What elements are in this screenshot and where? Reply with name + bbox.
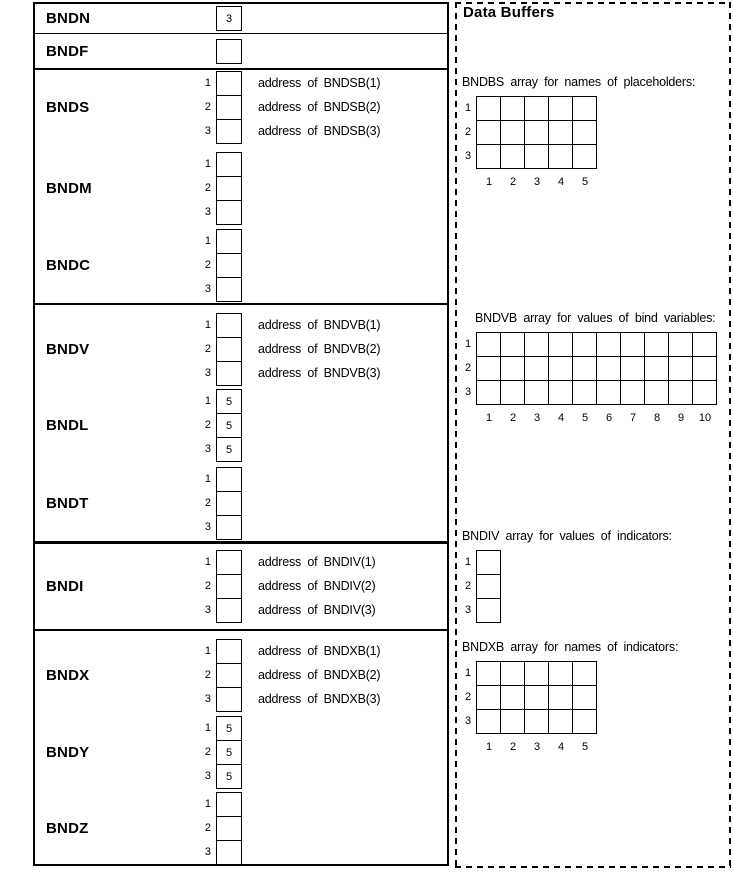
- grid-wrap: [462, 96, 695, 169]
- memory-cell: [216, 119, 242, 144]
- grid-cell: [621, 333, 645, 357]
- grid-row-labels: [462, 550, 474, 623]
- buffer-array-bndbs: [462, 74, 695, 188]
- buffer-title: BNDIV array for values of indicators:: [462, 529, 672, 543]
- grid-row-labels: [462, 332, 474, 405]
- cell-stack: [216, 467, 242, 540]
- memory-cell: [216, 515, 242, 540]
- grid-cell: [525, 97, 549, 121]
- cell-index-label: 1: [204, 319, 211, 331]
- memory-cell: 5: [216, 716, 242, 741]
- cell-stack: [216, 313, 242, 386]
- grid-col-label: 3: [533, 176, 541, 188]
- grid-cell: [645, 357, 669, 381]
- memory-cell: [216, 639, 242, 664]
- cell-index-label: 2: [204, 669, 211, 681]
- grid-cell: [549, 145, 573, 169]
- grid-cell: [573, 710, 597, 734]
- grid-col-labels: [477, 741, 678, 753]
- grid-cell: [549, 97, 573, 121]
- memory-cell: [216, 550, 242, 575]
- cell-index-label: 2: [204, 419, 211, 431]
- cell-address-note: address of BNDSB(2): [258, 100, 381, 114]
- buffer-title: BNDVB array for values of bind variables:: [475, 311, 716, 325]
- grid-row-label: 3: [464, 604, 472, 616]
- section-divider: [35, 68, 447, 70]
- grid-cell: [645, 333, 669, 357]
- grid-cell: [549, 710, 573, 734]
- memory-cell: [216, 816, 242, 841]
- memory-cell: [216, 313, 242, 338]
- memory-cell: [216, 176, 242, 201]
- grid-cell: [501, 121, 525, 145]
- grid-row-label: 1: [464, 102, 472, 114]
- grid-col-label: 5: [581, 412, 589, 424]
- cell-address-note: address of BNDIV(3): [258, 603, 376, 617]
- cell-address-note: address of BNDXB(1): [258, 644, 381, 658]
- grid-cell: [597, 357, 621, 381]
- memory-cell: [216, 39, 242, 64]
- grid-col-label: 6: [605, 412, 613, 424]
- grid-cell: [477, 381, 501, 405]
- grid-row-label: 1: [464, 338, 472, 350]
- grid-row-label: 2: [464, 580, 472, 592]
- section-divider: [35, 33, 447, 34]
- grid-cell: [549, 333, 573, 357]
- grid-col-label: 7: [629, 412, 637, 424]
- memory-cell: [216, 361, 242, 386]
- cell-index-label: 3: [204, 521, 211, 533]
- memory-cell: [216, 71, 242, 96]
- variable-label: BNDT: [46, 494, 89, 512]
- cell-stack: [216, 389, 242, 462]
- memory-cell: [216, 792, 242, 817]
- grid-col-label: 4: [557, 176, 565, 188]
- variable-label: BNDS: [46, 98, 90, 116]
- grid-col-label: 1: [485, 412, 493, 424]
- cell-index-label: 2: [204, 580, 211, 592]
- grid-cell: [501, 357, 525, 381]
- cell-index-label: 2: [204, 746, 211, 758]
- memory-cell: [216, 229, 242, 254]
- grid-cell: [501, 381, 525, 405]
- variable-label: BNDM: [46, 179, 92, 197]
- grid-cell: [645, 381, 669, 405]
- grid-row-label: 1: [464, 667, 472, 679]
- grid-col-label: 2: [509, 176, 517, 188]
- grid-row-label: 3: [464, 386, 472, 398]
- memory-cell: [216, 840, 242, 865]
- memory-cell: [216, 491, 242, 516]
- grid-cell: [501, 333, 525, 357]
- grid-cell: [549, 121, 573, 145]
- grid-cell: [477, 662, 501, 686]
- cell-index-label: 3: [204, 846, 211, 858]
- cell-address-note: address of BNDIV(1): [258, 555, 376, 569]
- grid-cell: [477, 575, 501, 599]
- cell-index-label: 2: [204, 182, 211, 194]
- memory-cell: [216, 663, 242, 688]
- cell-stack: [216, 152, 242, 225]
- grid-cell: [477, 599, 501, 623]
- grid-cell: [573, 357, 597, 381]
- grid-wrap: [462, 332, 717, 405]
- cell-index-label: 1: [204, 77, 211, 89]
- grid-col-label: 9: [677, 412, 685, 424]
- cell-index-label: 3: [204, 125, 211, 137]
- cell-address-note: address of BNDIV(2): [258, 579, 376, 593]
- grid-col-label: 3: [533, 741, 541, 753]
- buffer-array-bndvb: [462, 310, 717, 424]
- grid-cell: [525, 333, 549, 357]
- cell-stack: [216, 550, 242, 623]
- grid-row-labels: [462, 96, 474, 169]
- variable-label: BNDI: [46, 577, 84, 595]
- grid-cell: [573, 97, 597, 121]
- grid-cell: [525, 145, 549, 169]
- grid-cell: [573, 686, 597, 710]
- cell-index-label: 1: [204, 722, 211, 734]
- grid-col-label: 4: [557, 741, 565, 753]
- cell-index-label: 3: [204, 367, 211, 379]
- variable-label: BNDF: [46, 42, 89, 60]
- grid-col-label: 5: [581, 176, 589, 188]
- variable-label: BNDY: [46, 743, 90, 761]
- grid-row-label: 1: [464, 556, 472, 568]
- cell-index-label: 3: [204, 604, 211, 616]
- grid-cell: [501, 686, 525, 710]
- cell-stack: [216, 792, 242, 865]
- section-divider: [35, 541, 447, 544]
- grid-cell: [525, 381, 549, 405]
- grid-cell: [477, 710, 501, 734]
- grid-cell: [693, 357, 717, 381]
- variable-label: BNDX: [46, 666, 90, 684]
- grid-cell: [621, 381, 645, 405]
- variable-label: BNDV: [46, 340, 90, 358]
- cell-address-note: address of BNDVB(2): [258, 342, 381, 356]
- grid-cell: [669, 357, 693, 381]
- grid-col-label: 5: [581, 741, 589, 753]
- grid-cell: [525, 357, 549, 381]
- grid-cell: [477, 121, 501, 145]
- grid-cell: [573, 145, 597, 169]
- cell-index-label: 1: [204, 798, 211, 810]
- grid-cell: [501, 97, 525, 121]
- memory-cell: [216, 598, 242, 623]
- memory-cell: [216, 467, 242, 492]
- grid-col-label: 10: [698, 412, 712, 424]
- grid-col-label: 1: [485, 741, 493, 753]
- grid-cell: [477, 97, 501, 121]
- grid-col-label: 8: [653, 412, 661, 424]
- section-divider: [35, 303, 447, 305]
- cell-stack: [216, 6, 242, 31]
- buffer-title: BNDBS array for names of placeholders:: [462, 75, 696, 89]
- grid-cell: [693, 381, 717, 405]
- grid-cell: [573, 381, 597, 405]
- grid-row-label: 3: [464, 150, 472, 162]
- grid-row-label: 3: [464, 715, 472, 727]
- grid-row-label: 2: [464, 126, 472, 138]
- memory-cell: [216, 337, 242, 362]
- grid-cell: [525, 121, 549, 145]
- memory-cell: 5: [216, 764, 242, 789]
- grid-cell: [621, 357, 645, 381]
- buffer-grid: [476, 550, 501, 623]
- panel-title: Data Buffers: [463, 4, 555, 21]
- cell-index-label: 3: [204, 206, 211, 218]
- cell-index-label: 1: [204, 158, 211, 170]
- cell-index-label: 2: [204, 343, 211, 355]
- grid-cell: [501, 662, 525, 686]
- grid-row-label: 2: [464, 362, 472, 374]
- cell-address-note: address of BNDSB(3): [258, 124, 381, 138]
- cell-index-label: 1: [204, 395, 211, 407]
- grid-col-label: 4: [557, 412, 565, 424]
- grid-col-label: 3: [533, 412, 541, 424]
- grid-cell: [477, 357, 501, 381]
- buffer-title: BNDXB array for names of indicators:: [462, 640, 679, 654]
- cell-stack: [216, 39, 242, 64]
- grid-cell: [477, 551, 501, 575]
- memory-cell: [216, 95, 242, 120]
- memory-cell: 3: [216, 6, 242, 31]
- cell-index-label: 1: [204, 645, 211, 657]
- variable-label: BNDL: [46, 416, 89, 434]
- grid-col-label: 2: [509, 412, 517, 424]
- memory-cell: [216, 152, 242, 177]
- grid-cell: [525, 686, 549, 710]
- cell-address-note: address of BNDSB(1): [258, 76, 381, 90]
- buffer-array-bndxb: [462, 639, 678, 753]
- buffer-array-bndiv: [462, 528, 672, 623]
- grid-cell: [549, 662, 573, 686]
- grid-cell: [597, 333, 621, 357]
- cell-index-label: 2: [204, 259, 211, 271]
- bind-variables-panel: [33, 2, 449, 866]
- cell-index-label: 1: [204, 473, 211, 485]
- cell-address-note: address of BNDXB(2): [258, 668, 381, 682]
- grid-cell: [573, 333, 597, 357]
- grid-wrap: [462, 661, 678, 734]
- memory-cell: [216, 574, 242, 599]
- buffer-grid: [476, 96, 597, 169]
- cell-index-label: 2: [204, 497, 211, 509]
- cell-stack: [216, 639, 242, 712]
- cell-index-label: 3: [204, 770, 211, 782]
- grid-cell: [597, 381, 621, 405]
- grid-cell: [573, 121, 597, 145]
- grid-cell: [525, 662, 549, 686]
- variable-label: BNDZ: [46, 819, 89, 837]
- grid-cell: [525, 710, 549, 734]
- grid-cell: [669, 381, 693, 405]
- grid-row-labels: [462, 661, 474, 734]
- cell-index-label: 2: [204, 822, 211, 834]
- grid-cell: [549, 357, 573, 381]
- memory-cell: [216, 687, 242, 712]
- grid-col-label: 1: [485, 176, 493, 188]
- cell-address-note: address of BNDVB(1): [258, 318, 381, 332]
- grid-cell: [693, 333, 717, 357]
- memory-cell: 5: [216, 389, 242, 414]
- grid-col-labels: [477, 176, 695, 188]
- cell-index-label: 3: [204, 443, 211, 455]
- memory-cell: [216, 200, 242, 225]
- grid-cell: [573, 662, 597, 686]
- cell-stack: [216, 71, 242, 144]
- memory-cell: 5: [216, 740, 242, 765]
- memory-cell: [216, 277, 242, 302]
- buffer-grid: [476, 332, 717, 405]
- cell-stack: [216, 716, 242, 789]
- variable-label: BNDC: [46, 256, 91, 274]
- cell-index-label: 1: [204, 235, 211, 247]
- data-buffers-panel: [455, 2, 731, 868]
- grid-wrap: [462, 550, 672, 623]
- memory-cell: [216, 253, 242, 278]
- cell-index-label: 3: [204, 283, 211, 295]
- cell-stack: [216, 229, 242, 302]
- grid-cell: [477, 333, 501, 357]
- grid-cell: [477, 686, 501, 710]
- grid-cell: [477, 145, 501, 169]
- grid-cell: [549, 686, 573, 710]
- grid-row-label: 2: [464, 691, 472, 703]
- cell-index-label: 3: [204, 693, 211, 705]
- cell-address-note: address of BNDXB(3): [258, 692, 381, 706]
- grid-cell: [549, 381, 573, 405]
- cell-index-label: 2: [204, 101, 211, 113]
- grid-col-labels: [477, 412, 717, 424]
- cell-index-label: 1: [204, 556, 211, 568]
- grid-cell: [501, 145, 525, 169]
- grid-cell: [669, 333, 693, 357]
- grid-col-label: 2: [509, 741, 517, 753]
- grid-cell: [501, 710, 525, 734]
- cell-address-note: address of BNDVB(3): [258, 366, 381, 380]
- buffer-grid: [476, 661, 597, 734]
- memory-cell: 5: [216, 437, 242, 462]
- memory-cell: 5: [216, 413, 242, 438]
- variable-label: BNDN: [46, 9, 91, 27]
- section-divider: [35, 629, 447, 631]
